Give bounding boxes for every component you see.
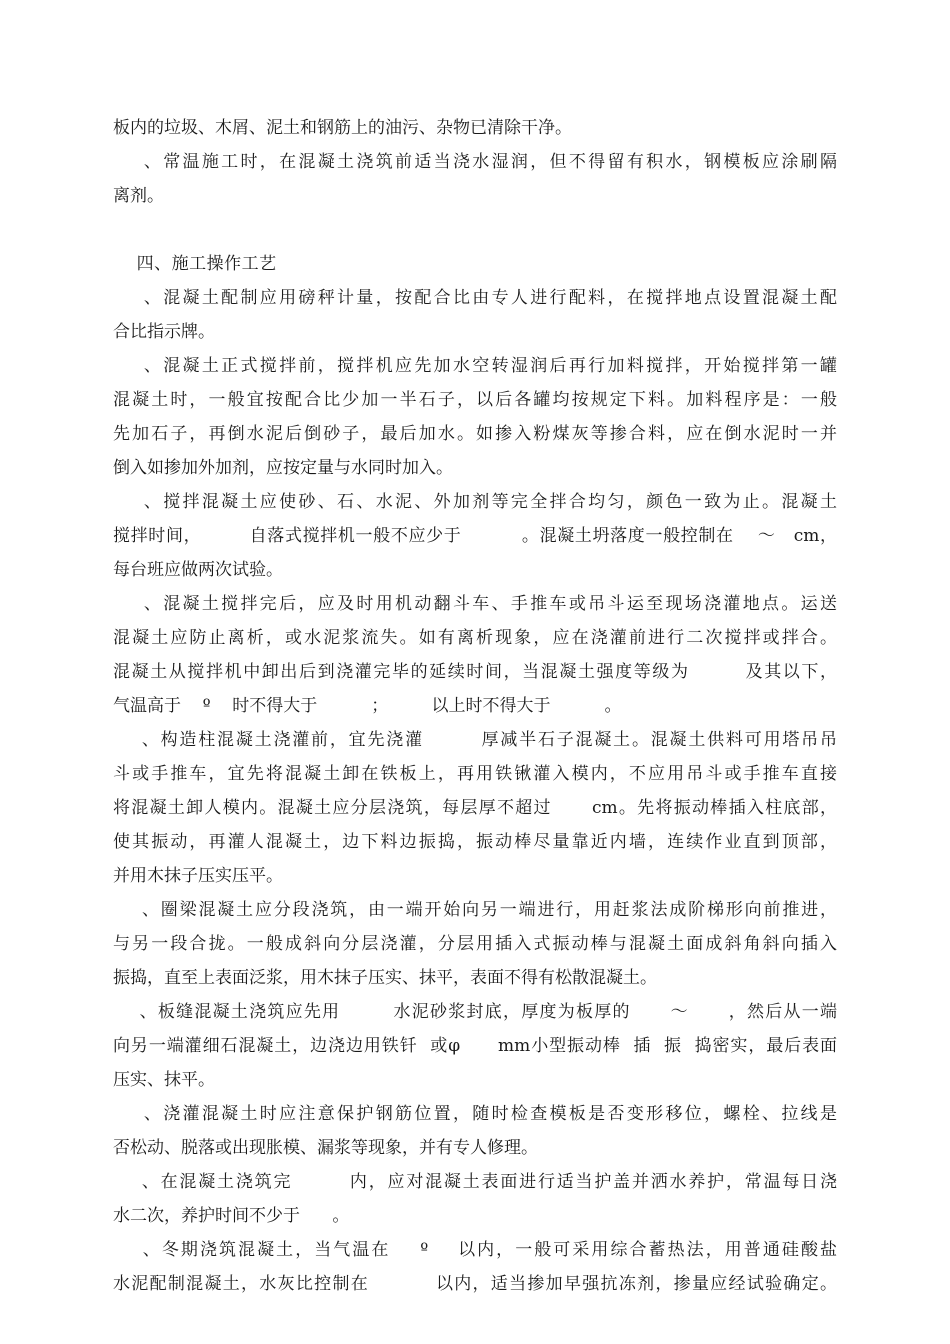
text-line: 、圈梁混凝土应分段浇筑，由一端开始向另一端进行，用赶浆法成阶梯形向前推进， [113,900,837,920]
text-line: 、冬期浇筑混凝土，当气温在 º 以内，一般可采用综合蓄热法，用普通硅酸盐 [113,1240,837,1260]
text-line: 、常温施工时，在混凝土浇筑前适当浇水湿润，但不得留有积水，钢模板应涂刷隔 [113,152,837,172]
text-line: 先加石子，再倒水泥后倒砂子，最后加水。如掺入粉煤灰等掺合料，应在倒水泥时一并 [113,424,837,444]
text-line: 斗或手推车，宜先将混凝土卸在铁板上，再用铁锹灌入模内，不应用吊斗或手推车直接 [113,764,837,784]
text-line: 使其振动，再灌人混凝土，边下料边振捣，振动棒尽量靠近内墙，连续作业直到顶部， [113,832,837,852]
text-line: 、混凝土搅拌完后，应及时用机动翻斗车、手推车或吊斗运至现场浇灌地点。运送 [113,594,837,614]
text-line: 、构造柱混凝土浇灌前，宜先浇灌 厚减半石子混凝土。混凝土供料可用塔吊吊 [113,730,837,750]
text-line: 、在混凝土浇筑完 内，应对混凝土表面进行适当护盖并洒水养护，常温每日浇 [113,1172,837,1192]
text-line: 搅拌时间， 自落式搅拌机一般不应少于 。混凝土坍落度一般控制在 ～ cm， [113,526,837,546]
text-line: 压实、抹平。 [113,1070,215,1090]
text-line: 、搅拌混凝土应使砂、石、水泥、外加剂等完全拌合均匀，颜色一致为止。混凝土 [113,492,837,512]
text-line: 与另一段合拢。一般成斜向分层浇灌，分层用插入式振动棒与混凝土面成斜角斜向插入 [113,934,837,954]
text-line: 合比指示牌。 [113,322,215,342]
text-line: 振捣，直至上表面泛浆，用木抹子压实、抹平，表面不得有松散混凝土。 [113,968,657,988]
text-line: 倒入如掺加外加剂，应按定量与水同时加入。 [113,458,453,478]
text-line: 板内的垃圾、木屑、泥土和钢筋上的油污、杂物已清除干净。 [113,118,572,138]
text-line: 、板缝混凝土浇筑应先用 水泥砂浆封底，厚度为板厚的 ～ ，然后从一端 [113,1002,837,1022]
text-line: 并用木抹子压实压平。 [113,866,283,886]
section-heading: 四、施工操作工艺 [113,254,277,274]
text-line: 、浇灌混凝土时应注意保护钢筋位置，随时检查模板是否变形移位，螺栓、拉线是 [113,1104,837,1124]
text-line: 、混凝土正式搅拌前，搅拌机应先加水空转湿润后再行加料搅拌，开始搅拌第一罐 [113,356,837,376]
text-line: 混凝土时，一般宜按配合比少加一半石子，以后各罐均按规定下料。加料程序是：一般 [113,390,837,410]
text-line: 离剂。 [113,186,164,206]
text-line: 将混凝土卸人模内。混凝土应分层浇筑，每层厚不超过 cm。先将振动棒插入柱底部， [113,798,837,818]
text-line: 否松动、脱落或出现胀模、漏浆等现象，并有专人修理。 [113,1138,538,1158]
text-line: 水二次，养护时间不少于 。 [113,1206,350,1226]
text-line: 混凝土应防止离析，或水泥浆流失。如有离析现象，应在浇灌前进行二次搅拌或拌合。 [113,628,837,648]
text-line: 、混凝土配制应用磅秤计量，按配合比由专人进行配料，在搅拌地点设置混凝土配 [113,288,837,308]
text-line: 向另一端灌细石混凝土，边浇边用铁钎 或φ mm小型振动棒 插 振 捣密实，最后表面 [113,1036,837,1056]
text-line: 水泥配制混凝土，水灰比控制在 以内，适当掺加早强抗冻剂，掺量应经试验确定。 [113,1274,837,1294]
text-line: 气温高于 º 时不得大于 ； 以上时不得大于 。 [113,696,622,716]
text-line: 每台班应做两次试验。 [113,560,283,580]
text-line: 混凝土从搅拌机中卸出后到浇灌完毕的延续时间，当混凝土强度等级为 及其以下， [113,662,837,682]
